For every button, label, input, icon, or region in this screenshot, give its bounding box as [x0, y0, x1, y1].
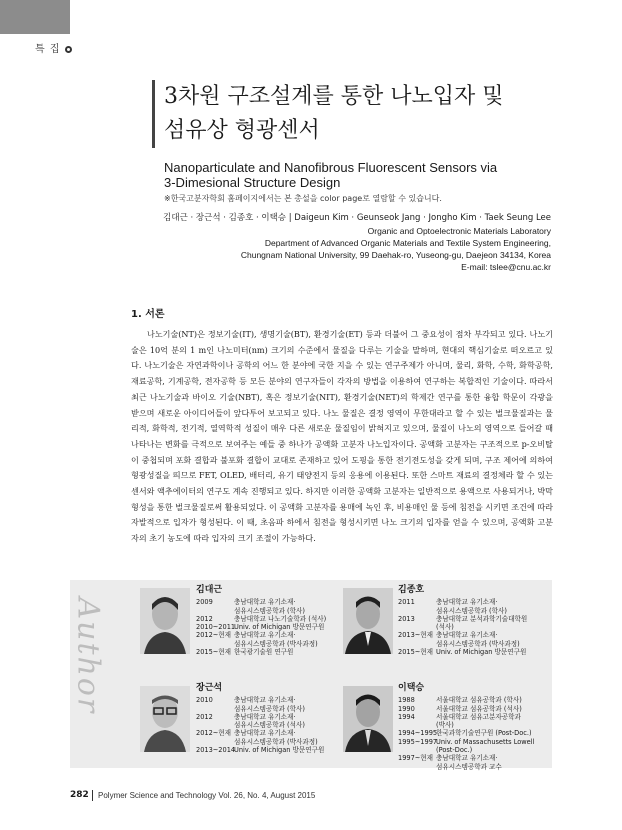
bio-year: 2013~2014 [196, 746, 236, 755]
bio-text: 충남대학교 유기소재· 섬유시스템공학과 (박사과정) [234, 729, 318, 746]
title-korean-line-1: 3차원 구조설계를 통한 나노입자 및 [164, 84, 504, 109]
corner-decoration [0, 0, 70, 34]
bio-text: 충남대학교 나노기술학과 (석사) [234, 614, 327, 623]
author-name: 장근석 [196, 683, 223, 693]
bio-text: 충남대학교 유기소재· 섬유시스템공학과 (학사) [234, 696, 305, 713]
bio-text: Univ. of Michigan 방문연구원 [234, 746, 325, 755]
bio-entry [398, 631, 548, 648]
affiliation [241, 225, 551, 273]
bio-entry [398, 598, 548, 615]
author-photo-jang-geunseok [140, 686, 190, 752]
bio-year: 2015~현재 [398, 648, 434, 657]
bio-text: 서울대학교 섬유공학과 (석사) [436, 704, 522, 713]
author-bio-kim-jongho [398, 586, 548, 656]
bio-year: 2015~현재 [196, 648, 232, 657]
bio-entry [196, 696, 336, 713]
bio-entry [196, 746, 336, 754]
bio-text: 충남대학교 유기소재· 섬유시스템공학과 교수 [436, 754, 502, 771]
author-photo-kim-jongho [343, 588, 393, 654]
bio-year: 2012 [196, 712, 213, 721]
affiliation-line-2: Department of Advanced Organic Materials and Textile System Engineering, [264, 238, 551, 248]
author-list: 김대근 · 장근석 · 김종호 · 이택승 | Daigeun Kim · Geunseok Jang · Jongho Kim · Taek Seung Lee [163, 213, 551, 223]
portrait-icon [140, 686, 190, 752]
bio-entry [196, 648, 336, 656]
bio-entry [196, 615, 336, 623]
bio-text: 충남대학교 유기소재· 섬유시스템공학과 (석사) [234, 712, 305, 730]
bio-text: Univ. of Massachusetts Lowell (Post-Doc.) [436, 737, 535, 755]
portrait-icon [140, 588, 190, 654]
bio-text: 한국과학기술연구원 (Post-Doc.) [436, 729, 532, 738]
bio-year: 2012 [196, 614, 213, 623]
author-bio-jang-geunseok [196, 684, 336, 754]
bio-year: 1994~1995 [398, 729, 438, 738]
author-watermark [68, 585, 108, 745]
affiliation-email: E-mail: tslee@cnu.ac.kr [461, 262, 551, 272]
bio-entry [398, 696, 548, 704]
bio-year: 2010 [196, 696, 213, 705]
bio-year: 2009 [196, 598, 213, 607]
section-tag [35, 40, 72, 55]
bio-entry [398, 705, 548, 713]
journal-citation: Polymer Science and Technology Vol. 26, No. 4, August 2015 [98, 791, 316, 800]
portrait-icon [343, 588, 393, 654]
bio-entry [196, 729, 336, 746]
title-accent-bar [152, 80, 155, 148]
bio-entry [398, 754, 548, 771]
color-page-notice: ※한국고분자학회 홈페이지에서는 본 총설을 color page로 열람할 수 있습니다. [164, 194, 442, 203]
bio-entry [398, 615, 548, 632]
bio-year: 2012~현재 [196, 631, 232, 640]
bio-year: 1990 [398, 704, 415, 713]
bio-entry [196, 598, 336, 615]
bio-entry [196, 713, 336, 730]
bio-year: 2013 [398, 614, 415, 623]
title-english-line-1: Nanoparticulate and Nanofibrous Fluorescent Sensors via [164, 160, 498, 175]
section-heading-introduction: 1. 서론 [131, 309, 165, 320]
author-name: 김대근 [196, 585, 223, 595]
section-tag-label: 특 집 [35, 44, 61, 55]
bio-year: 2013~현재 [398, 631, 434, 640]
author-photo-kim-daigeun [140, 588, 190, 654]
bio-text: 충남대학교 유기소재· 섬유시스템공학과 (학사) [436, 598, 507, 615]
bio-text: Univ. of Michigan 방문연구원 [436, 648, 527, 657]
bio-text: Univ. of Michigan 방문연구원 [234, 623, 325, 632]
author-name: 김종호 [398, 585, 425, 595]
bio-entry [398, 738, 548, 755]
bio-entry [398, 648, 548, 656]
bio-year: 1988 [398, 696, 415, 705]
bio-entry [398, 713, 548, 730]
bio-year: 1995~1997 [398, 737, 438, 746]
portrait-icon [343, 686, 393, 752]
title-korean [164, 80, 584, 148]
title-english-line-2: 3-Dimesional Structure Design [164, 175, 341, 190]
affiliation-line-3: Chungnam National University, 99 Daehak-ro, Yuseong-gu, Daejeon 34134, Korea [240, 250, 551, 260]
circle-icon [65, 46, 72, 53]
bio-text: 서울대학교 섬유고분자공학과 (박사) [436, 712, 521, 730]
introduction-paragraph: 나노기술(NT)은 정보기술(IT), 생명기술(BT), 환경기술(ET) 등과 더불어 그 중요성이 점차 부각되고 있다. 나노기술은 10억 분의 1 m인 나노미터(nm) 크기의 수준에서 물질을 다루는 기술을 말하며, 현대의 핵심기술로 떠오르고 있다. 나노기술은 자연과학이나 공학의 어느 한 분야에 국한 지을 수 있는 연구주제가 아니며, 물리, 화학, 수학, 화학공학, 재료공학, 기계공학, 전자공학 등 모든 분야의 연구자들이 각자의 방법을 이용하여 연구하는 복합적인 기술이다. 따라서 최근 나노기술과 바이오 기술(NBT), 혹은 정보기술(NIT), 환경기술(NET)의 학제간 연구를 통한 융합 학문이 각광을 받으며 새로운 아이디어들이 앞다투어 보고되고 있다. 나노 물질은 결정 영역이 무한대라고 할 수 있는 벌크물질과는 물리적, 화학적, 전기적, 열역학적 성질이 매우 다른 새로운 물질임이 밝혀지고 있으며, 물질이 나노의 영역으로 들어갈 때 나타나는 변화를 극적으로 보여주는 예들 중 하나가 공액화 고분자 나노입자이다. 공액화 고분자는 구조적으로 p-오비탈이 중첩되며 포화 결합과 불포화 결합이 교대로 존재하고 있어 도핑을 통한 전기전도성을 갖게 되며, 구조 제어에 의하여 형광성질을 띄므로 FET, OLED, 배터리, 유기 태양전지 등의 응용에 이용된다. 또한 스마트 재료의 결정체라 할 수 있는 센서와 액추에이터의 연구도 계속 진행되고 있다. 하지만 이러한 공액화 고분자는 일반적으로 용액으로 사용되거나, 박막 형성을 통한 벌크물질로써 활용되었다. 이 공액화 고분자를 용매에 녹인 후, 비용매인 물 등에 침전을 시키면 조건에 따라 자발적으로 입자가 형성된다. 이 때, 초음파 하에서 침전을 형성시키면 나노 크기의 입자를 얻을 수 있으며, 공액화 고분자의 초기 농도에 따라 입자의 크기 조절이 가능하다. [131, 329, 553, 544]
author-photo-lee-taekseung [343, 686, 393, 752]
bio-year: 2011 [398, 598, 415, 607]
footer-divider [92, 790, 93, 801]
page-number: 282 [70, 790, 89, 800]
bio-text: 충남대학교 유기소재· 섬유시스템공학과 (박사과정) [234, 631, 318, 648]
author-name: 이택승 [398, 683, 425, 693]
author-bio-lee-taekseung [398, 684, 548, 771]
bio-year: 2010~2011 [196, 623, 236, 632]
bio-entry [398, 729, 548, 737]
bio-text: 서울대학교 섬유공학과 (학사) [436, 696, 522, 705]
bio-year: 1994 [398, 712, 415, 721]
affiliation-line-1: Organic and Optoelectronic Materials Laboratory [367, 226, 551, 236]
author-watermark-text: Author [70, 597, 106, 715]
bio-text: 한국광기술원 연구원 [234, 648, 294, 657]
bio-year: 2012~현재 [196, 729, 232, 738]
bio-year: 1997~현재 [398, 754, 434, 763]
bio-text: 충남대학교 분석과학기술대학원 (석사) [436, 614, 528, 632]
bio-text: 충남대학교 유기소재· 섬유시스템공학과 (박사과정) [436, 631, 520, 648]
bio-text: 충남대학교 유기소재· 섬유시스템공학과 (학사) [234, 598, 305, 615]
author-bio-kim-daigeun [196, 586, 336, 656]
title-english [164, 160, 584, 190]
bio-entry [196, 631, 336, 648]
title-korean-line-2: 섬유상 형광센서 [164, 118, 320, 143]
